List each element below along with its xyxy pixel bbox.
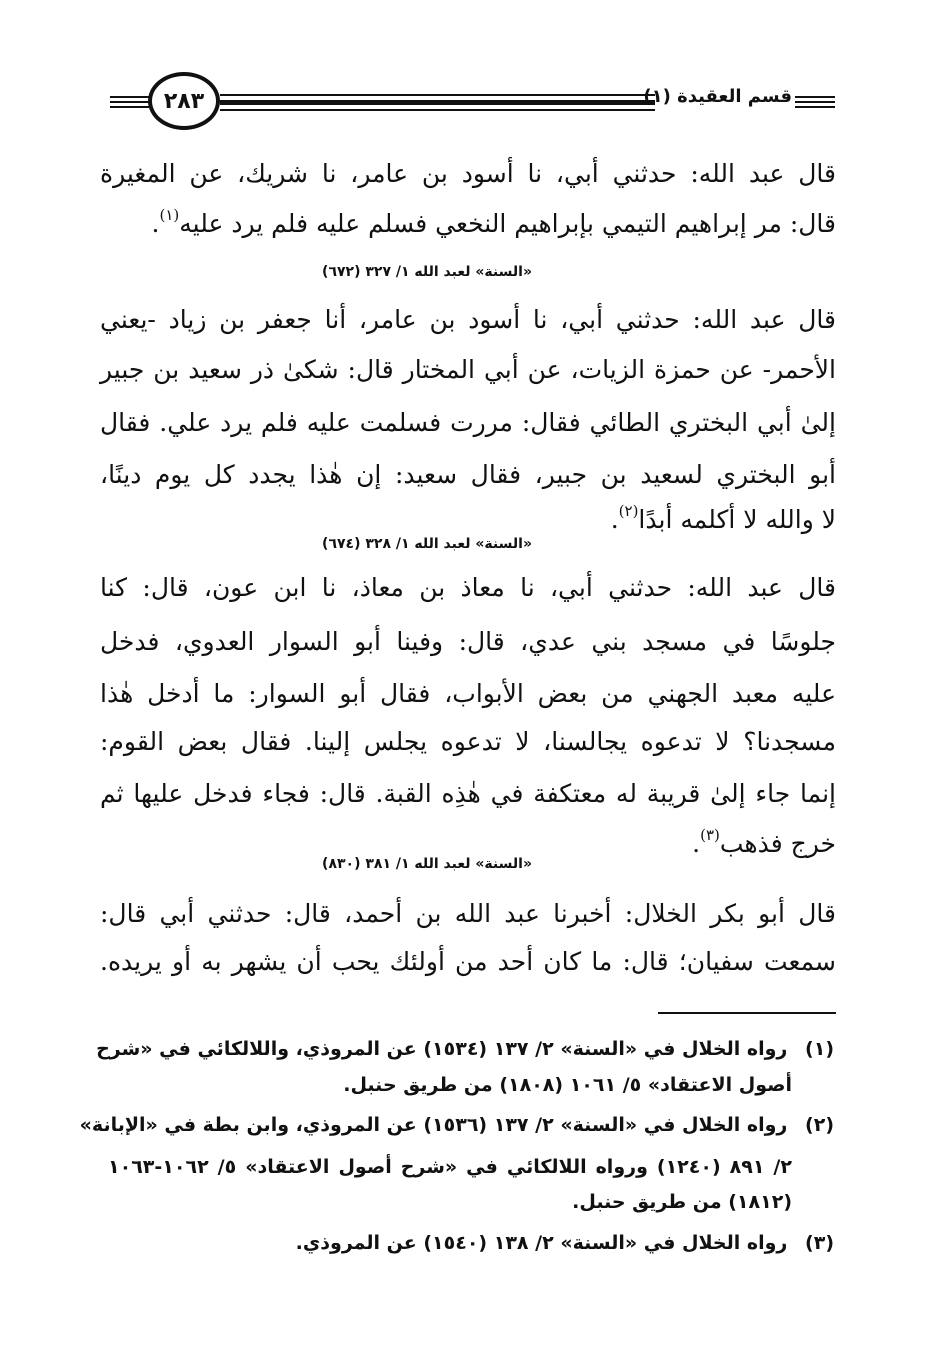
text-line: سمعت سفيان؛ قال: ما كان أحد من أولئك يحب أن يشهر به أو يريده. — [100, 947, 836, 976]
header-rule — [795, 96, 835, 98]
header-rule — [220, 94, 655, 96]
text-line: قال أبو بكر الخلال: أخبرنا عبد الله بن أحمد، قال: حدثني أبي قال: — [100, 899, 836, 928]
footnote-ref: (٣) — [700, 826, 720, 844]
header-rule — [110, 96, 152, 98]
header-rule — [220, 100, 655, 105]
header-rule — [110, 106, 152, 108]
source-citation: «السنة» لعبد الله ١/ ٣٢٧ (٦٧٢) — [322, 264, 532, 280]
footnote-continuation: ٢/ ٨٩١ (١٢٤٠) ورواه اللالكائي في «شرح أصول الاعتقاد» ٥/ ١٠٦٢-١٠٦٣ — [108, 1156, 792, 1178]
source-citation: «السنة» لعبد الله ١/ ٣٨١ (٨٣٠) — [322, 856, 532, 872]
text-line: إلىٰ أبي البختري الطائي فقال: مررت فسلمت عليه فلم يرد علي. فقال — [100, 408, 836, 437]
footnote-separator — [658, 1012, 836, 1014]
text-line: الأحمر- عن حمزة الزيات، عن أبي المختار قال: شكىٰ ذر سعيد بن جبير — [100, 355, 836, 384]
text-line: مسجدنا؟ لا تدعوه يجالسنا، لا تدعوه يجلس إلينا. فقال بعض القوم: — [100, 727, 836, 756]
footnote: (٢) رواه الخلال في «السنة» ٢/ ١٣٧ (١٥٣٦) عن المروذي، وابن بطة في «الإبانة» — [108, 1108, 834, 1142]
footnote-number: (٣) — [805, 1232, 834, 1254]
footnote-ref: (١) — [159, 206, 180, 224]
footnote-number: (٢) — [805, 1114, 834, 1136]
header-rule — [220, 109, 655, 111]
text-line: قال: مر إبراهيم التيمي بإبراهيم النخعي فسلم عليه فلم يرد عليه$^{(١)}$. — [151, 206, 836, 238]
text-line: أبو البختري لسعيد بن جبير، فقال سعيد: إن هٰذا يجدد كل يوم دينًا، — [100, 460, 836, 489]
text-line: قال عبد الله: حدثني أبي، نا معاذ بن معاذ، نا ابن عون، قال: كنا — [100, 573, 836, 602]
footnote-continuation: أصول الاعتقاد» ٥/ ١٠٦١ (١٨٠٨) من طريق حنبل. — [343, 1074, 792, 1096]
footnote-ref: (٢) — [618, 502, 639, 520]
text-line: قال عبد الله: حدثني أبي، نا أسود بن عامر، نا شريك، عن المغيرة — [100, 159, 836, 188]
text-line: خرج فذهب$^{(٣)}$. — [692, 826, 836, 858]
header-rule — [795, 106, 835, 108]
text-line: جلوسًا في مسجد بني عدي، قال: وفينا أبو السوار العدوي، فدخل — [100, 627, 836, 656]
text-line: لا والله لا أكلمه أبدًا$^{(٢)}$. — [610, 502, 836, 534]
header-rule — [110, 101, 152, 103]
footnote-continuation: (١٨١٢) من طريق حنبل. — [572, 1191, 792, 1213]
text-line: إنما جاء إلىٰ قريبة له معتكفة في هٰذِه القبة. قال: فجاء فدخل عليها ثم — [100, 779, 836, 808]
page-number: ٢٨٣ — [148, 72, 220, 130]
text-line: قال عبد الله: حدثني أبي، نا أسود بن عامر، أنا جعفر بن زياد -يعني — [100, 305, 836, 334]
header-rule — [795, 101, 835, 103]
text-line: عليه معبد الجهني من بعض الأبواب، فقال أبو السوار: ما أدخل هٰذا — [100, 679, 836, 708]
footnote: (٣) رواه الخلال في «السنة» ٢/ ١٣٨ (١٥٤٠) عن المروذي. — [108, 1226, 834, 1260]
footnote-number: (١) — [805, 1038, 834, 1060]
footnote: (١) رواه الخلال في «السنة» ٢/ ١٣٧ (١٥٣٤) عن المروذي، واللالكائي في «شرح — [108, 1032, 834, 1066]
running-head: قسم العقيدة (١) — [643, 86, 792, 107]
source-citation: «السنة» لعبد الله ١/ ٣٢٨ (٦٧٤) — [322, 536, 532, 552]
